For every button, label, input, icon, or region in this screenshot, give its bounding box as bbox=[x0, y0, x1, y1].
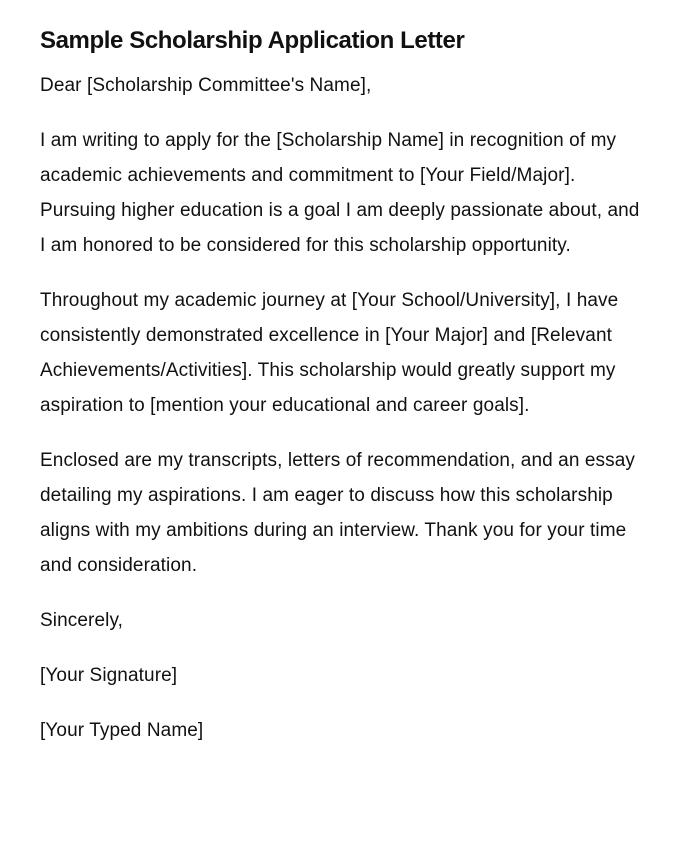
body-paragraph-1: I am writing to apply for the [Scholarship Name] in recognition of my academic achievements and commitment to [Your Field/Major]. Pursuing higher education is a goal I am deeply passionate about, and I am honored to be considered for this scholarship opportunity. bbox=[40, 130, 640, 256]
document-title: Sample Scholarship Application Letter bbox=[40, 27, 465, 54]
signature: [Your Signature] bbox=[40, 665, 178, 686]
typed-name: [Your Typed Name] bbox=[40, 720, 204, 741]
body-paragraph-2: Throughout my academic journey at [Your School/University], I have consistently demonstrated excellence in [Your Major] and [Relevant Achievements/Activities]. This scholarship would greatly support my aspiration to [mention your educational and career goals]. bbox=[40, 290, 619, 416]
closing: Sincerely, bbox=[40, 610, 124, 631]
salutation: Dear [Scholarship Committee's Name], bbox=[40, 75, 372, 96]
letter-document bbox=[40, 26, 650, 748]
body-paragraph-3: Enclosed are my transcripts, letters of recommendation, and an essay detailing my aspirations. I am eager to discuss how this scholarship aligns with my ambitions during an interview. Thank you for your time and consideration. bbox=[40, 450, 636, 576]
